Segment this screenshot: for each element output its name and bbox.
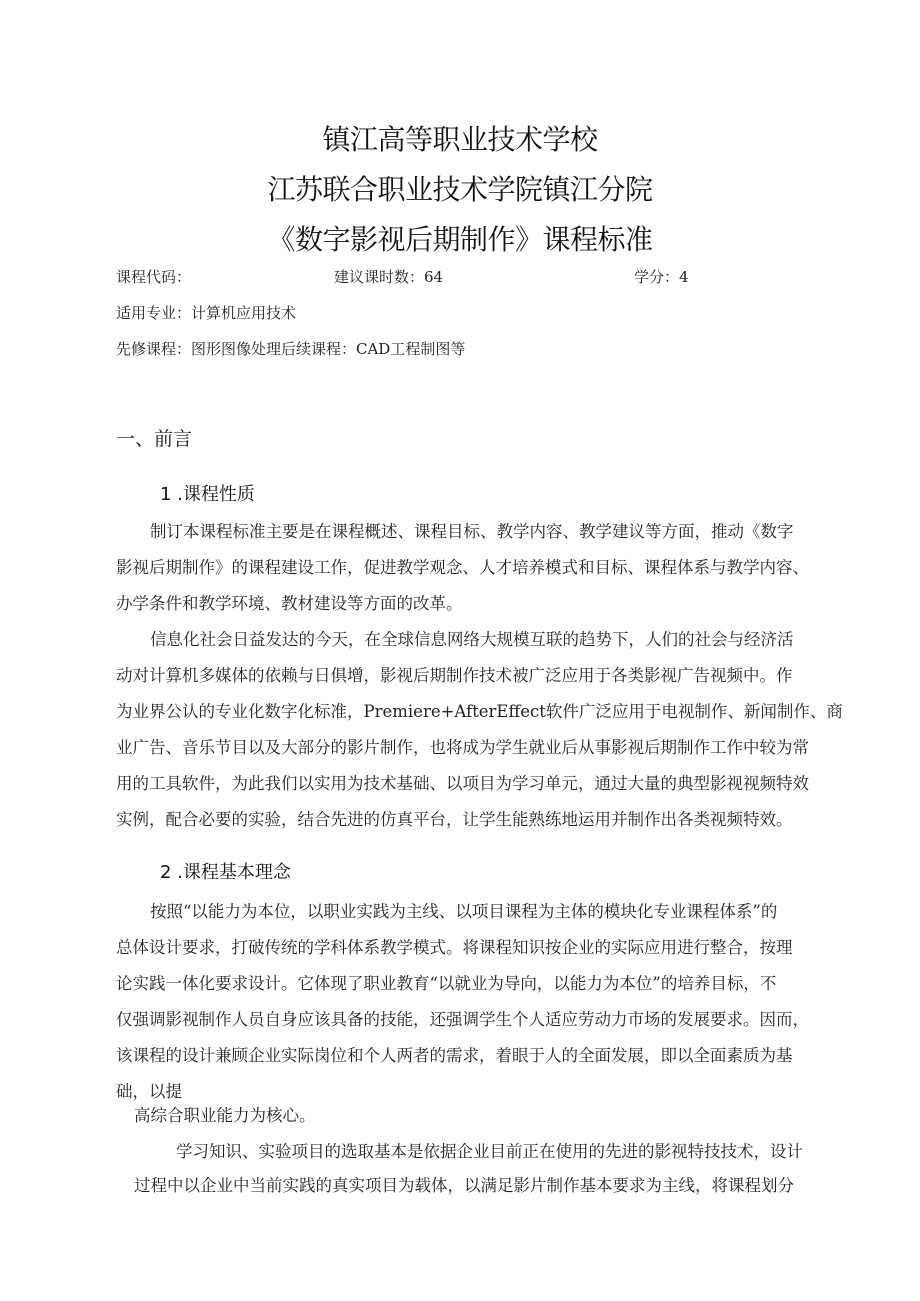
paragraph-line: 高综合职业能力为核心。 (134, 1106, 316, 1125)
paragraph-line: 实例，配合必要的实验，结合先进的仿真平台，让学生能熟练地运用并制作出各类视频特效。 (116, 810, 793, 829)
section-preface-heading: 一、前言 (116, 428, 193, 450)
paragraph-line: 该课程的设计兼顾企业实际岗位和个人两者的需求，着眼于人的全面发展，即以全面素质为基 (116, 1046, 793, 1065)
paragraph-line: 按照“以能力为本位，以职业实践为主线、以项目课程为主体的模块化专业课程体系”的 (150, 902, 778, 921)
paragraph-line: 础，以提 (116, 1082, 182, 1101)
paragraph-line: 总体设计要求，打破传统的学科体系教学模式。将课程知识按企业的实际应用进行整合，按理 (116, 938, 793, 957)
paragraph-line: 过程中以企业中当前实践的真实项目为载体，以满足影片制作基本要求为主线，将课程划分 (134, 1176, 794, 1195)
prerequisite-courses: 先修课程：图形图像处理后续课程：CAD工程制图等 (116, 340, 466, 358)
college-title: 江苏联合职业技术学院镇江分院 (267, 173, 653, 206)
paragraph-line: 用的工具软件，为此我们以实用为技术基础、以项目为学习单元，通过大量的典型影视视频特效 (116, 774, 809, 793)
paragraph-line: 仅强调影视制作人员自身应该具备的技能，还强调学生个人适应劳动力市场的发展要求。因而， (116, 1010, 809, 1029)
school-title: 镇江高等职业技术学校 (322, 123, 598, 156)
paragraph-line: 为业界公认的专业化数字化标准，Premiere+AfterEffect软件广泛应用于电视制作、新闻制作、商 (116, 702, 843, 721)
paragraph-line: 业广告、音乐节目以及大部分的影片制作，也将成为学生就业后从事影视后期制作工作中较为常 (116, 738, 809, 757)
paragraph-line: 信息化社会日益发达的今天，在全球信息网络大规模互联的趋势下，人们的社会与经济活 (150, 630, 794, 649)
paragraph-line: 办学条件和教学环境、教材建设等方面的改革。 (116, 594, 463, 613)
paragraph-line: 学习知识、实验项目的选取基本是依据企业目前正在使用的先进的影视特技技术，设计 (176, 1142, 803, 1161)
subsection-basic-concept-heading: 2 .课程基本理念 (160, 862, 291, 883)
course-code: 课程代码： (116, 268, 192, 286)
applicable-major: 适用专业：计算机应用技术 (116, 304, 297, 322)
paragraph-line: 影视后期制作》的课程建设工作，促进教学观念、人才培养模式和目标、课程体系与教学内容、 (116, 558, 809, 577)
paragraph-line: 动对计算机多媒体的依赖与日俱增，影视后期制作技术被广泛应用于各类影视广告视频中。作 (116, 666, 793, 685)
paragraph-line: 论实践一体化要求设计。它体现了职业教育“以就业为导向，以能力为本位”的培养目标，不 (116, 974, 777, 993)
suggested-hours: 建议课时数：64 (334, 268, 444, 286)
paragraph-line: 制订本课程标准主要是在课程概述、课程目标、教学内容、教学建议等方面，推动《数字 (150, 522, 794, 541)
subsection-course-nature-heading: 1 .课程性质 (160, 484, 255, 505)
course-standard-title: 《数字影视后期制作》课程标准 (267, 223, 653, 256)
credits: 学分：4 (634, 268, 689, 286)
